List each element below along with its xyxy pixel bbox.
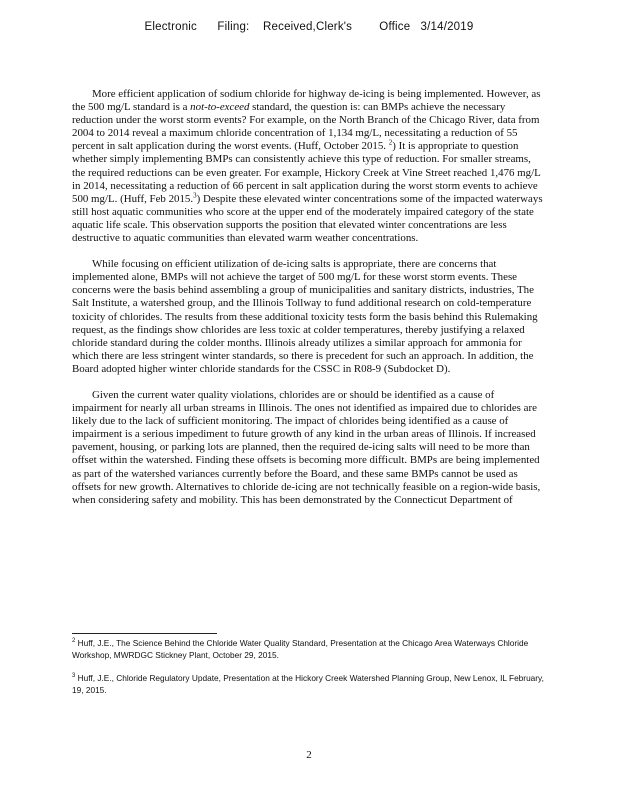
footnote-ref-2: 2 — [388, 138, 393, 147]
footnote-ref-3: 3 — [193, 191, 197, 200]
filing-header: Electronic Filing: Received,Clerk's Office 3/14/2019 — [144, 21, 474, 33]
footnote-marker-2: 2 — [72, 638, 76, 645]
paragraph-2: While focusing on efficient utilization of de-icing salts is appropriate, there are concerns that implemented alone, BMPs will not achieve the target of 500 mg/L for these worst storm events. These concerns were the basis behind assembling a group of municipalities and sanitary districts, industries, The Salt Institute, a watershed group, and the Illinois Tollway to fund additional research on cold-temperature toxicity of chlorides. The results from these additional toxicity tests form the basis behind this Rulemaking request, as the findings show chlorides are less toxic at colder temperatures, thereby justifying a relaxed chloride standard during the colder months. Illinois already utilizes a similar approach for ammonia for which there are less stringent winter standards, so there is precedent for such an approach. In addition, the Board adopted higher winter chloride standards for the CSSC in R08-9 (Subdocket D). — [72, 258, 538, 375]
paragraph-1-part-a: More efficient application of sodium chloride for highway de-icing is being implemented. However, as the 500 mg/L standard is a — [72, 88, 541, 114]
footnote-2 — [72, 638, 546, 661]
paragraph-1 — [72, 88, 546, 245]
footnote-divider — [72, 633, 217, 634]
page-number: 2 — [306, 749, 312, 761]
document-body — [72, 88, 546, 520]
footnote-3 — [72, 673, 546, 696]
footnotes — [72, 638, 546, 708]
paragraph-1-part-b: standard, the question is: can BMPs achieve the necessary reduction under the worst storm events? For example, on the North Branch of the Chicago River, data from 2004 to 2014 reveal a maximum chloride concentration of 1,134 mg/L, necessitating a reduction of 55 percent in salt application during the worst events. (Huff, October 2015. — [72, 101, 540, 153]
footnote-text-3: Huff, J.E., Chloride Regulatory Update, Presentation at the Hickory Creek Watershed Planning Group, New Lenox, IL February, 19, 2015. — [72, 673, 544, 695]
paragraph-1-part-d: ) Despite these elevated winter concentrations some of the impacted waterways still host aquatic communities who score at the upper end of the moderately impaired category of the state aquatic life scale. This observation supports the position that elevated winter concentrations are less destructive to aquatic communities than elevated warm weather concentrations. — [72, 192, 543, 245]
footnote-text-2: Huff, J.E., The Science Behind the Chloride Water Quality Standard, Presentation at the Chicago Area Waterways Chloride Workshop, MWRDGC Stickney Plant, October 29, 2015. — [72, 638, 529, 660]
footnote-marker-3: 3 — [72, 673, 76, 680]
paragraph-1-part-c: ) It is appropriate to question whether simply implementing BMPs can consistently achieve this type of reduction. For smaller streams, the required reductions can be even greater. For example, Hickory Creek at Vine Street reached 1,476 mg/L in 2014, necessitating a reduction of 66 percent in salt application during the worst storm events to achieve 500 mg/L. (Huff, Feb 2015. — [72, 140, 541, 205]
paragraph-3: Given the current water quality violations, chlorides are or should be identified as a cause of impairment for nearly all urban streams in Illinois. The ones not identified as impaired due to chlorides are likely due to the lack of sufficient monitoring. The impact of chlorides being identified as a cause of impairment is a serious impediment to future growth of any kind in the urban areas of Illinois. If increased pavement, housing, or parking lots are planned, then the required de-icing salts will need to be more than offset within the watershed. Finding these offsets is becoming more difficult. BMPs are being implemented as part of the watershed variances currently before the Board, and these same BMPs cannot be used as offsets for new growth. Alternatives to chloride de-icing are not technically feasible on a region-wide basis, when considering safety and mobility. This has been demonstrated by the Connecticut Department of — [72, 388, 541, 506]
emphasis-not-to-exceed: not-to-exceed — [190, 101, 250, 114]
